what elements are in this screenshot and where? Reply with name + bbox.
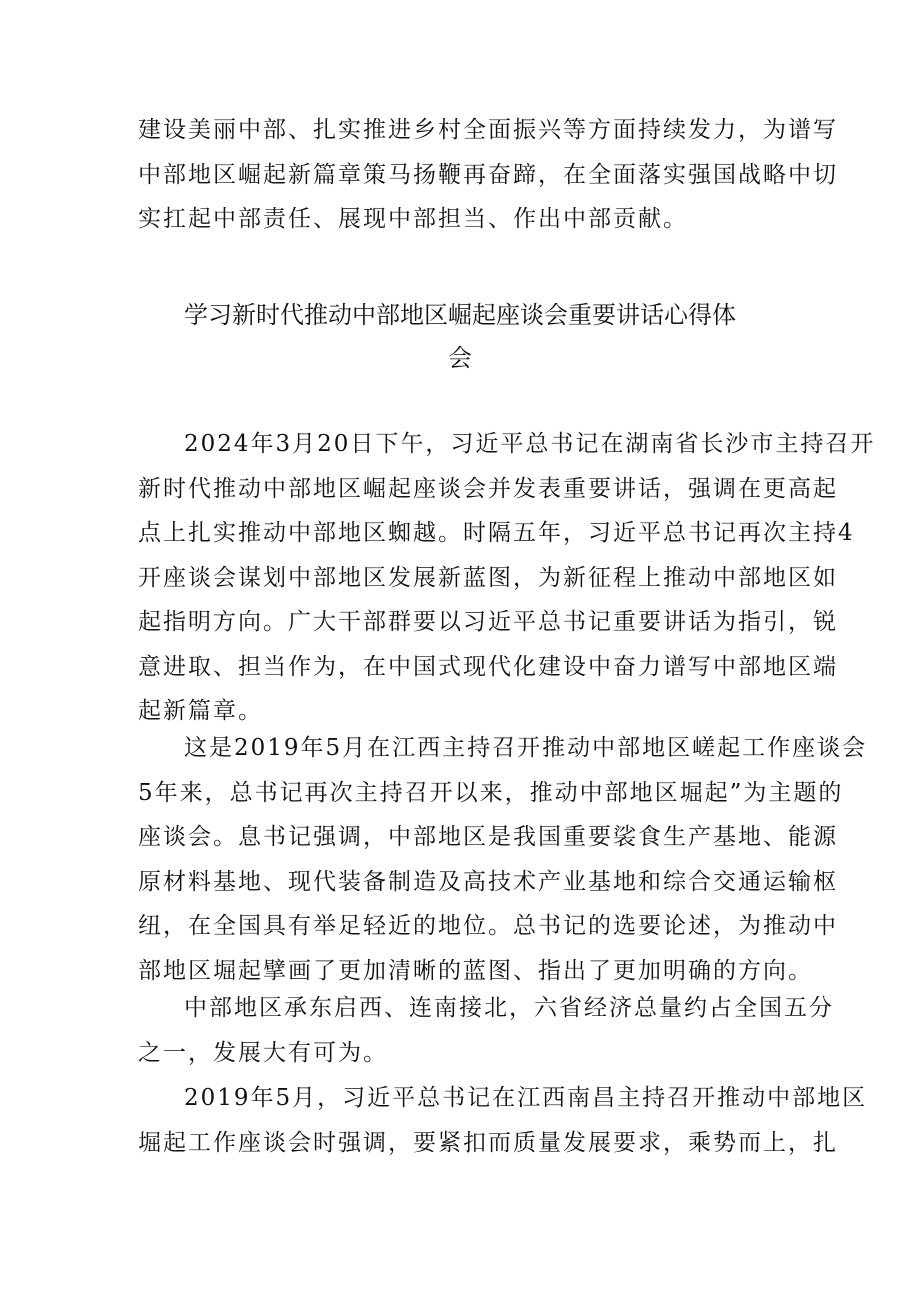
paragraph-continued: [138, 108, 838, 242]
text-line: 实扛起中部责任、展现中部担当、作出中部贡献。: [138, 206, 688, 232]
text-line: 起新篇章。: [138, 698, 263, 724]
paragraph-intro: [138, 422, 876, 734]
title-line: 会: [448, 344, 472, 372]
text-line: 这是2019年5月在江西主持召开推动中部地区嵯起工作座谈会: [184, 735, 868, 761]
text-line: 起指明方向。广大干部群要以习近平总书记重要讲话为指引，锐: [138, 609, 838, 635]
text-line: 部地区堀起擘画了更加清晰的蓝图、指出了更加明确的方向。: [138, 957, 813, 984]
section-title: [138, 294, 782, 380]
text-line: 点上扎实推动中部地区蜘越。时隔五年，习近平总书记再次主持4: [138, 520, 855, 546]
text-line: 座谈会。息书记强调，中部地区是我国重要裟食生产基地、能源: [138, 824, 838, 850]
text-line: 堀起工作座谈会时强调，要紧扣而质量发展要求，乘势而上，扎: [138, 1129, 838, 1156]
paragraph-background: [138, 726, 868, 993]
text-line: 2019年5月，习近平总书记在江西南昌主持召开推动中部地区: [184, 1085, 868, 1111]
text-line: 中部地区崛起新篇章策马扬鞭再奋蹄，在全面落实强国战略中切: [138, 161, 838, 188]
text-line: 开座谈会谋划中部地区发展新蓝图，为新征程上推动中部地区如: [138, 564, 838, 591]
text-line: 5年来，总书记再次主持召开以来，推动中部地区堀起”为主题的: [138, 779, 844, 806]
text-line: 意进取、担当作为，在中国式现代化建设中奋力谱写中部地区端: [138, 653, 838, 680]
text-line: 2024年3月20日下午，习近平总书记在湖南省长沙市主持召开: [184, 431, 876, 457]
title-line: 学习新时代推动中部地区崛起座谈会重要讲话心得体: [184, 301, 736, 329]
paragraph-region: [138, 986, 834, 1075]
text-line: 之一，发展大有可为。: [138, 1039, 388, 1066]
text-line: 纽，在全国具有举足轻近的地位。总书记的选要论述，为推动中: [138, 913, 838, 939]
text-line: 中部地区承东启西、连南接北，六省经济总量约占全国五分: [184, 995, 834, 1021]
text-line: 原材料基地、现代装备制造及高技术产业基地和综合交通运输枢: [138, 868, 838, 895]
paragraph-2019: [138, 1076, 868, 1165]
text-line: 新时代推动中部地区崛起座谈会并发表重要讲话，强调在更高起: [138, 475, 838, 502]
text-line: 建设美丽中部、扎实推进乡村全面振兴等方面持续发力，为谱写: [138, 117, 838, 143]
